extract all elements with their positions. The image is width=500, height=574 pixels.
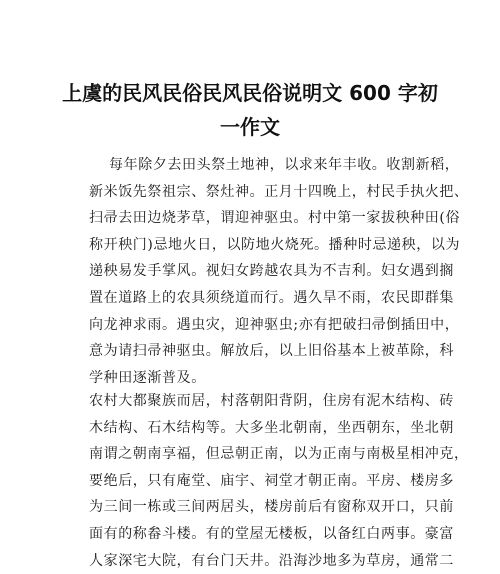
paragraph-farming-customs	[89, 152, 469, 391]
text-line: 每年除夕去田头祭土地神，以求来年丰收。收割新稻，	[109, 157, 460, 173]
title-line: 一作文	[220, 115, 280, 139]
text-line: 木结构、石木结构等。大多坐北朝南，坐西朝东，坐北朝	[89, 419, 454, 436]
title-line: 上虞的民风民俗民风民俗说明文 600 字初	[62, 81, 438, 105]
text-line: 要绝后，只有庵堂、庙宇、祠堂才朝正南。平房、楼房多	[89, 472, 454, 489]
text-line: 向龙神求雨。遇虫灾，迎神驱虫;亦有把破扫帚倒插田中，	[89, 316, 460, 333]
text-line: 南谓之朝南享福，但忌朝正南，以为正南与南极星相冲克，	[89, 446, 469, 463]
text-line: 置在道路上的农具须绕道而行。遇久旱不雨，农民即群集	[89, 289, 454, 306]
text-line: 为三间一栋或三间两居头，楼房前后有窗称双开口，只前	[89, 499, 454, 516]
text-line: 农村大都聚族而居，村落朝阳背阴，住房有泥木结构、砖	[89, 393, 454, 409]
text-line: 意为请扫帚神驱虫。解放后，以上旧俗基本上被革除，科	[89, 343, 454, 360]
article-title	[60, 76, 440, 144]
text-line: 递秧易发手掌风。视妇女跨越农具为不吉利。妇女遇到搁	[89, 263, 454, 280]
text-line: 扫帚去田边烧茅草，谓迎神驱虫。村中第一家拔秧种田(俗	[89, 210, 461, 227]
text-line: 面有的称畚斗楼。有的堂屋无楼板，以备红白两事。豪富	[89, 525, 454, 542]
text-line: 学种田逐渐普及。	[89, 369, 206, 386]
text-line: 人家深宅大院，有台门天井。沿海沙地多为草房，通常二	[89, 552, 454, 569]
text-line: 新米饭先祭祖宗、祭灶神。正月十四晚上，村民手执火把、	[89, 183, 469, 200]
paragraph-housing-customs	[89, 388, 469, 574]
text-line: 称开秧门)忌地火日，以防地火烧死。播种时忌递秧，以为	[89, 236, 461, 253]
